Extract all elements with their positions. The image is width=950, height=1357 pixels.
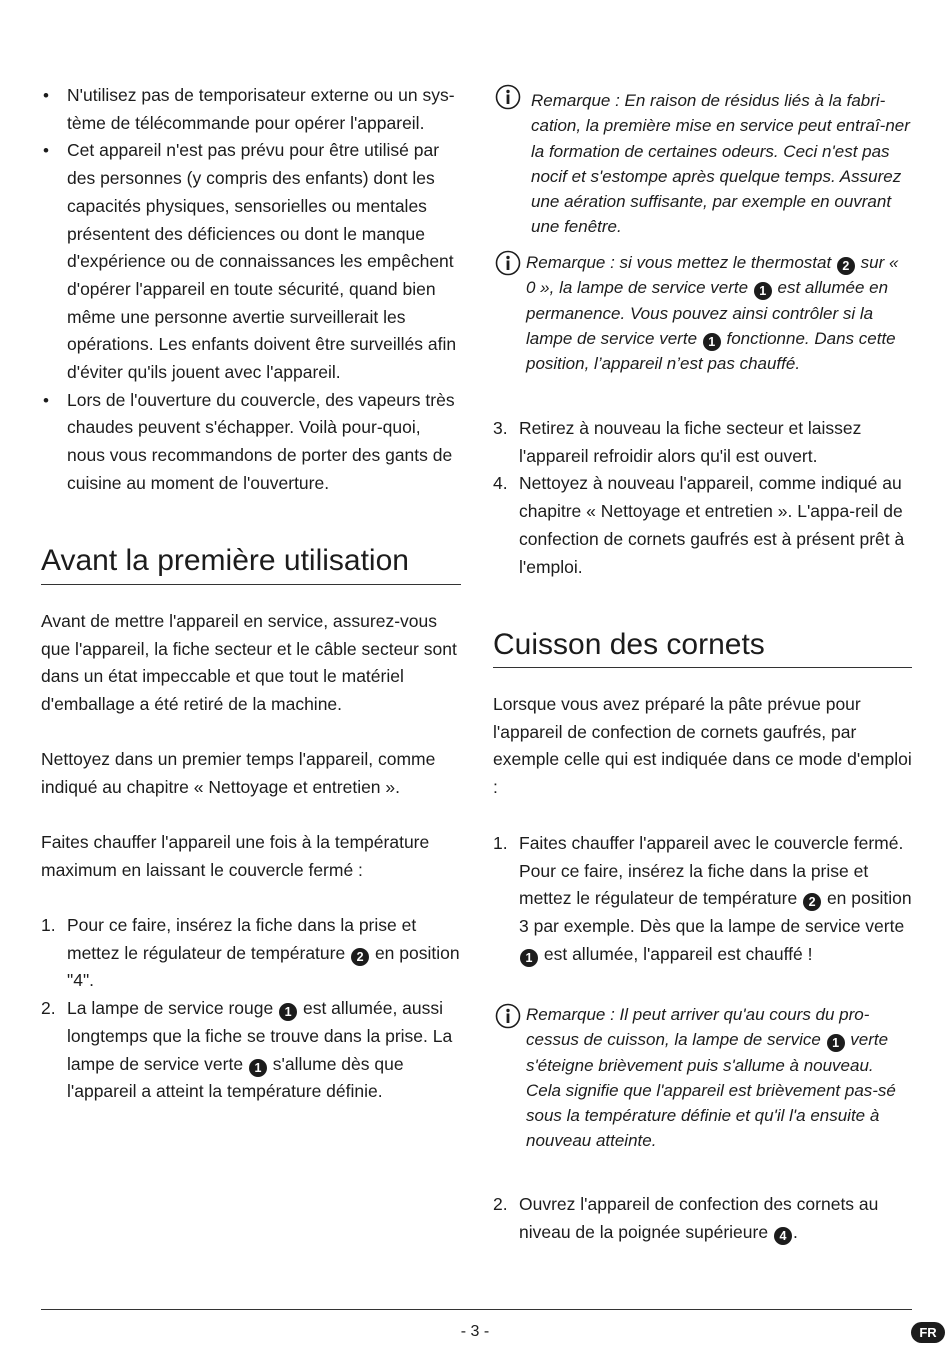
paragraph: Faites chauffer l'appareil une fois à la température maximum en laissant le couvercle fermé :	[41, 832, 430, 880]
note-text: verte s'éteigne brièvement puis s'allume à nouveau. Cela signifie que l'appareil est brièvement pas-sé sous la température définie et qu'il l'a ensuite à nouveau atteinte.	[526, 1030, 896, 1151]
section-title-first-use: Avant la première utilisation	[41, 544, 409, 577]
marker-4-icon: 4	[774, 1227, 792, 1245]
step-number: 3.	[493, 418, 508, 438]
note-remark: Remarque : En raison de résidus liés à la fabri-cation, la première mise en service peut entraî-ner la formation de certaines odeurs. Ceci n'est pas nocif et s'estompe après quelque temps. Assurez une aération suffisante, par exemple en ouvrant une fenêtre.	[531, 91, 910, 237]
list-item	[493, 470, 913, 581]
paragraph: Avant de mettre l'appareil en service, assurez-vous que l'appareil, la fiche secteur et le câble secteur sont dans un état impeccable et que tout le matériel d'emballage a été retiré de la machine.	[41, 611, 457, 715]
step-text: Retirez à nouveau la fiche secteur et laissez l'appareil refroidir alors qu'il est ouvert.	[519, 418, 862, 466]
marker-1-icon: 1	[754, 282, 772, 300]
marker-2-icon: 2	[351, 948, 369, 966]
step-number: 1.	[41, 915, 56, 935]
paragraph: Lorsque vous avez préparé la pâte prévue pour l'appareil de confection de cornets gaufrés, par exemple celle qui est indiquée dans ce mode d'emploi :	[493, 694, 912, 798]
list-item	[493, 830, 913, 969]
marker-1-icon: 1	[279, 1003, 297, 1021]
language-badge: FR	[911, 1322, 945, 1343]
marker-1-icon: 1	[249, 1059, 267, 1077]
step-text: Ouvrez l'appareil de confection des cornets au niveau de la poignée supérieure	[519, 1194, 879, 1242]
steps-list	[41, 912, 461, 1106]
list-item	[493, 415, 913, 470]
note-text: sur « 0 », la lampe de service verte	[526, 253, 899, 298]
list-item: • Cet appareil n'est pas prévu pour être utilisé par des personnes (y compris des enfants) dont les capacités physiques, sensorielles ou mentales présentent des déficiences ou dont le manque d'expérience ou de connaissances les empêchent d'opérer l'appareil en toute sécurité, quand bien même une personne avertie surveillerait les opérations. Les enfants doivent être surveillés afin d'éviter qu'ils jouent avec l'appareil.	[41, 137, 461, 386]
note-text: fonctionne. Dans cette position, l’appareil n’est pas chauffé.	[526, 328, 896, 374]
footer-divider	[41, 1309, 912, 1310]
steps-list	[493, 1191, 913, 1246]
note-text: Remarque : Il peut arriver qu'au cours du pro-cessus de cuisson, la lampe de service	[526, 1005, 870, 1050]
info-icon	[495, 250, 521, 276]
list-item	[41, 912, 461, 995]
note-text: est allumée en permanence. Vous pouvez ainsi contrôler si la lampe de service verte	[526, 278, 889, 348]
info-icon	[495, 1003, 521, 1029]
paragraph: Nettoyez dans un premier temps l'appareil, comme indiqué au chapitre « Nettoyage et entretien ».	[41, 749, 436, 797]
note-text: Remarque : si vous mettez le thermostat	[526, 253, 836, 272]
step-text: La lampe de service rouge	[67, 998, 279, 1019]
list-item: • Lors de l'ouverture du couvercle, des vapeurs très chaudes peuvent s'échapper. Voilà pour-quoi, nous vous recommandons de porter des gants de cuisine au moment de l'ouverture.	[41, 387, 461, 498]
step-text: est allumée, l'appareil est chauffé !	[539, 943, 813, 964]
note-remark	[526, 1002, 911, 1154]
section-divider	[493, 667, 912, 668]
list-item	[493, 1191, 913, 1246]
section-title-cooking: Cuisson des cornets	[493, 628, 765, 661]
step-number: 2.	[493, 1194, 508, 1214]
step-text: s'allume dès que l'appareil a atteint la température définie.	[67, 1053, 404, 1102]
step-number: 2.	[41, 998, 56, 1019]
step-number: 1.	[493, 833, 508, 853]
list-item	[41, 995, 461, 1106]
step-text: est allumée, aussi longtemps que la fiche se trouve dans la prise. La lampe de service verte	[67, 998, 453, 1074]
step-text: en position "4".	[67, 942, 460, 991]
marker-2-icon: 2	[803, 893, 821, 911]
steps-list	[493, 415, 913, 581]
steps-list	[493, 830, 913, 969]
marker-1-icon: 1	[520, 949, 538, 967]
info-icon	[495, 84, 521, 110]
step-text: en position 3 par exemple. Dès que la lampe de service verte	[519, 888, 912, 937]
marker-2-icon: 2	[837, 257, 855, 275]
marker-1-icon: 1	[703, 333, 721, 351]
note-remark	[526, 250, 911, 376]
safety-bullet-list	[41, 82, 461, 498]
step-text: Faites chauffer l'appareil avec le couvercle fermé. Pour ce faire, insérez la fiche dans la prise et mettez le régulateur de température	[519, 833, 904, 909]
step-number: 4.	[493, 473, 508, 494]
marker-1-icon: 1	[827, 1034, 845, 1052]
step-text: Nettoyez à nouveau l'appareil, comme indiqué au chapitre « Nettoyage et entretien ». L'appa-reil de confection de cornets gaufrés est à présent prêt à l'emploi.	[519, 473, 905, 577]
section-divider	[41, 584, 461, 585]
step-text: .	[792, 1221, 798, 1242]
page-number: - 3 -	[460, 1323, 490, 1340]
list-item: • N'utilisez pas de temporisateur externe ou un sys-tème de télécommande pour opérer l'appareil.	[41, 82, 461, 137]
step-text: Pour ce faire, insérez la fiche dans la prise et mettez le régulateur de température	[67, 915, 417, 963]
